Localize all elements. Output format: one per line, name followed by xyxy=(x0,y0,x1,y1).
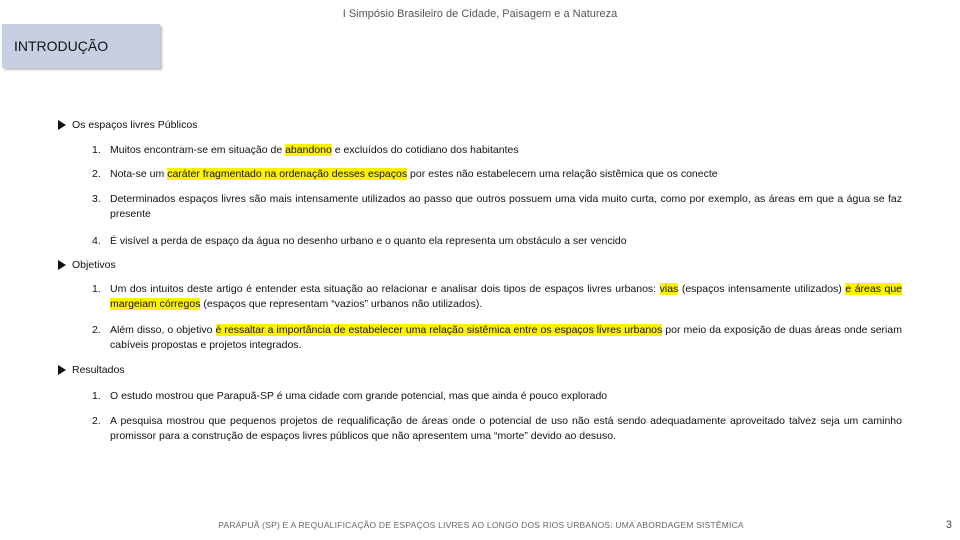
text-run: É visível a perda de espaço da água no desenho urbano e o quanto ela representa um obstáculo a ser vencido xyxy=(110,235,627,247)
text-run: e excluídos do cotidiano dos habitantes xyxy=(331,144,519,156)
list-number: 4. xyxy=(92,235,101,247)
section-heading-espacos xyxy=(58,119,197,131)
list-item xyxy=(92,282,902,312)
conference-header: I Simpósio Brasileiro de Cidade, Paisagem e a Natureza xyxy=(342,8,618,20)
arrow-bullet-icon xyxy=(58,260,66,270)
text-run: Muitos encontram-se em situação de xyxy=(110,144,286,156)
footer-title: PARAPUÃ (SP) E A REQUALIFICAÇÃO DE ESPAÇOS LIVRES AO LONGO DOS RIOS URBANOS: UMA ABORDAGEM SISTÊMICA xyxy=(218,520,744,530)
highlighted-text: caráter fragmentado na ordenação desses espaços xyxy=(167,168,408,180)
text-run: por estes não estabelecem uma relação sistêmica que os conecte xyxy=(407,168,718,180)
list-item xyxy=(92,192,902,222)
text-run: (espaços que representam “vazios” urbanos não utilizados). xyxy=(200,298,483,310)
list-item xyxy=(92,323,902,353)
text-run: Além disso, o objetivo xyxy=(110,324,216,336)
list-item-text xyxy=(110,414,902,444)
section-heading-objetivos xyxy=(58,259,116,271)
list-number: 1. xyxy=(92,390,101,402)
text-run: Determinados espaços livres são mais intensamente utilizados ao passo que outros possuem uma vida muito curta, como por exemplo, as áreas em que a água se faz presente xyxy=(110,193,902,220)
list-item-text xyxy=(110,143,902,158)
section-heading-resultados xyxy=(58,364,125,376)
text-run: (espaços intensamente utilizados) xyxy=(678,283,846,295)
list-item-text xyxy=(110,234,902,249)
list-item xyxy=(92,389,902,404)
text-run: Nota-se um xyxy=(110,168,168,180)
page-number: 3 xyxy=(945,519,952,531)
text-run: A pesquisa mostrou que pequenos projetos de requalificação de áreas onde o potencial de uso não está sendo adequadamente aproveitado talvez seja um caminho promissor para a construção de espaços livres públicos que não apresentem uma “morte” devido ao desuso. xyxy=(110,415,902,442)
list-number: 3. xyxy=(92,193,101,205)
list-item xyxy=(92,167,902,182)
text-run: O estudo mostrou que Parapuã-SP é uma cidade com grande potencial, mas que ainda é pouco explorado xyxy=(110,390,608,402)
list-item xyxy=(92,143,902,158)
arrow-bullet-icon xyxy=(58,120,66,130)
list-item-text xyxy=(110,323,902,353)
text-run: Um dos intuitos deste artigo é entender esta situação ao relacionar e analisar dois tipos de espaços livres urbanos: xyxy=(110,283,660,295)
list-item-text xyxy=(110,167,902,182)
list-item-text xyxy=(110,282,902,312)
list-number: 1. xyxy=(92,144,101,156)
section-heading-label: Objetivos xyxy=(72,259,116,271)
highlighted-text: vias xyxy=(659,283,679,295)
highlighted-text: é ressaltar a importância de estabelecer uma relação sistêmica entre os espaços livres urbanos xyxy=(215,324,663,336)
list-item-text xyxy=(110,389,902,404)
list-item-text xyxy=(110,192,902,222)
list-item xyxy=(92,414,902,444)
highlighted-text: e áreas que margeiam córregos xyxy=(110,283,902,310)
text-run: por meio da exposição de duas áreas onde seriam cabíveis propostas e projetos integrados. xyxy=(110,324,902,351)
list-number: 2. xyxy=(92,324,101,336)
list-number: 2. xyxy=(92,415,101,427)
arrow-bullet-icon xyxy=(58,365,66,375)
highlighted-text: abandono xyxy=(285,144,332,156)
section-heading-label: Os espaços livres Públicos xyxy=(72,119,198,131)
section-heading-label: Resultados xyxy=(72,364,125,376)
list-number: 2. xyxy=(92,168,101,180)
section-title: INTRODUÇÃO xyxy=(14,38,109,54)
list-item xyxy=(92,234,902,249)
list-number: 1. xyxy=(92,283,101,295)
